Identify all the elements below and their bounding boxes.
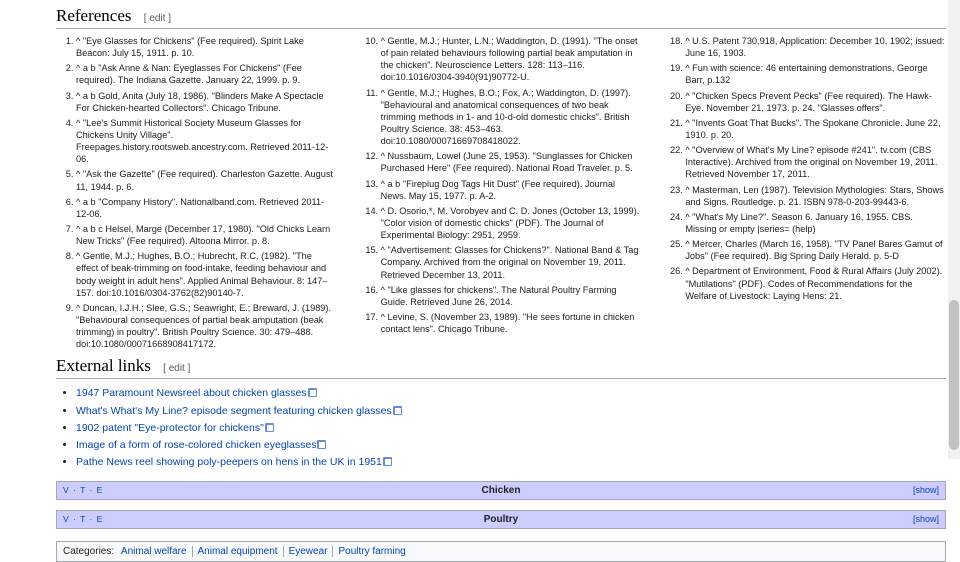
- category-item: [332, 546, 410, 557]
- external-link-item: [76, 403, 946, 419]
- references-heading: [56, 6, 946, 29]
- reference-item: 7. ^ a b c Helsel, Marge (December 17, 1980). "Old Chicks Learn New Tricks" (Fee required). Altoona Mirror. p. 8.: [76, 223, 337, 247]
- reference-item: 15. ^ "Advertisement: Glasses for Chickens?". National Band & Tag Company. Archived from the original on November 19, 2011. Retrieved December 13, 2011.: [381, 244, 642, 280]
- navbox-vte-links[interactable]: V · T · E: [63, 485, 104, 496]
- category-link[interactable]: Animal equipment: [197, 545, 278, 557]
- reference-item: 18. ^ U.S. Patent 730,918, Application: December 10, 1902; issued: June 16, 1903.: [685, 35, 946, 59]
- categories-label: Categories:: [63, 545, 115, 557]
- reference-item: 26. ^ Department of Environment, Food & Rural Affairs (July 2002). "Mutilations" (PDF). Codes of Recommendations for the Welfare of Livestock: Laying Hens: 21.: [685, 265, 946, 301]
- external-link-item: [76, 385, 946, 401]
- reference-item: 1. ^ "Eye Glasses for Chickens" (Fee required). Spirit Lake Beacon: July 15, 1911. p. 10.: [76, 35, 337, 59]
- article-body: [0, 6, 960, 557]
- external-links-edit-link[interactable]: [ edit ]: [163, 363, 191, 375]
- navbox: [56, 510, 946, 529]
- reference-item: 4. ^ "Lee's Summit Historical Society Museum Glasses for Chickens Unity Village". Freepages.history.rootsweb.ancestry.com. Retrieved 2011-12-06.: [76, 117, 337, 166]
- navbox-header: [57, 511, 945, 528]
- category-item: [117, 546, 192, 557]
- categories-list: [117, 546, 411, 557]
- navbox-vte-links[interactable]: V · T · E: [63, 514, 104, 525]
- reference-item: 13. ^ a b "Fireplug Dog Tags Hit Dust" (Fee required). Journal News. May 15, 1977. p. A-2.: [381, 178, 642, 202]
- navbox-header: [57, 482, 945, 499]
- references-list: [56, 35, 946, 350]
- scrollbar-thumb[interactable]: [949, 300, 959, 450]
- navbox-show-toggle[interactable]: [show]: [912, 485, 939, 496]
- external-link[interactable]: 1902 patent "Eye-protector for chickens": [76, 422, 274, 434]
- external-link-item: [76, 437, 946, 453]
- navbox-show-toggle[interactable]: [show]: [912, 514, 939, 525]
- external-link[interactable]: Image of a form of rose-colored chicken eyeglasses: [76, 439, 326, 451]
- external-links-heading-text: External links: [56, 356, 151, 376]
- external-link[interactable]: What's What's My Line? episode segment featuring chicken glasses: [76, 405, 402, 417]
- reference-item: 12. ^ Nussbaum, Lowel (June 25, 1953). "Sunglasses for Chicken Purchased Here" (Fee required). National Road Traveler. p. 5.: [381, 150, 642, 174]
- category-link[interactable]: Animal welfare: [120, 545, 187, 557]
- reference-item: 21. ^ "Invents Goat That Bucks". The Spokane Chronicle. June 22, 1910. p. 20.: [685, 117, 946, 141]
- navbox-title: Poultry: [483, 513, 519, 525]
- reference-item: 16. ^ "Like glasses for chickens". The Natural Poultry Farming Guide. Retrieved June 26, 2014.: [381, 284, 642, 308]
- reference-item: 17. ^ Levine, S. (November 23, 1989). "He sees fortune in chicken contact lens". Chicago Tribune.: [381, 311, 642, 335]
- references-heading-text: References: [56, 6, 132, 25]
- category-links: [56, 541, 946, 562]
- reference-item: 11. ^ Gentle, M.J.; Hughes, B.O.; Fox, A.; Waddington, D. (1997). "Behavioural and anatomical consequences of two beak trimming methods in 1- and 10-d-old domestic chicks". British Poultry Science. 38: 453–463. doi:10.1080/00071669708418022.: [381, 87, 642, 148]
- reference-item: 5. ^ "Ask the Gazette" (Fee required). Charleston Gazette. August 11, 1944. p. 6.: [76, 168, 337, 192]
- reference-item: 9. ^ Duncan, I.J.H.; Slee, G.S.; Seawright, E.; Breward, J. (1989). "Behavioural consequences of partial beak amputation (beak trimming) in poultry". British Poultry Science. 30: 479–488. doi:10.1080/00071668908417172.: [76, 302, 337, 351]
- reference-item: 23. ^ Masterman, Len (1987). Television Mythologies: Stars, Shows and Signs. Routledge. p. 21. ISBN 978-0-203-99443-6.: [685, 184, 946, 208]
- external-link-item: [76, 420, 946, 436]
- reference-item: 2. ^ a b "Ask Anne & Nan: Eyeglasses For Chickens" (Fee required). The Indiana Gazette. January 22, 1999. p. 9.: [76, 62, 337, 86]
- reference-item: 24. ^ "What's My Line?". Season 6. January 16, 1955. CBS. Missing or empty |series= (help): [685, 211, 946, 235]
- category-link[interactable]: Eyewear: [288, 545, 328, 557]
- reference-item: 14. ^ D. Osorio,*, M. Vorobyev and C. D. Jones (October 13, 1999). "Color vision of domestic chicks" (PDF). The Journal of Experimental Biology: 2951, 2959.: [381, 205, 642, 241]
- external-link[interactable]: Pathe News reel showing poly-peepers on hens in the UK in 1951: [76, 456, 392, 468]
- reference-item: 3. ^ a b Gold, Anita (July 18, 1986). "Blinders Make A Spectacle For Chicken-hearted Collectors". Chicago Tribune.: [76, 90, 337, 114]
- external-links-list: [56, 385, 946, 470]
- reference-item: 8. ^ Gentle, M.J.; Hughes, B.O.; Hubrecht, R.C. (1982). "The effect of beak-trimming on food-intake, feeding behaviour and body weight in adult hens". Applied Animal Behaviour. 8: 147–157. doi:10.1016/0304-3762(82)90140-7.: [76, 250, 337, 299]
- reference-item: 22. ^ "Overview of What's My Line? episode #241". tv.com (CBS Interactive). Archived from the original on November 19, 2011. Retrieved November 17, 2011.: [685, 144, 946, 180]
- category-item: [283, 546, 333, 557]
- navbox: [56, 481, 946, 500]
- reference-item: 10. ^ Gentle, M.J.; Hunter, L.N.; Waddington, D. (1991). "The onset of pain related behaviours following partial beak amputation in the chicken". Neuroscience Letters. 128: 113–116. doi:10.1016/0304-3940(91)90772-U.: [381, 35, 642, 84]
- reference-item: 25. ^ Mercer, Charles (March 16, 1958). "TV Panel Bares Gamut of Jobs" (Fee required). Big Spring Daily Herald. p. 5-D: [685, 238, 946, 262]
- reference-item: 19. ^ Fun with science: 46 entertaining demonstrations, George Barr, p.132: [685, 62, 946, 86]
- external-link[interactable]: 1947 Paramount Newsreel about chicken glasses: [76, 387, 317, 399]
- external-link-item: [76, 454, 946, 470]
- reference-item: 20. ^ "Chicken Specs Prevent Pecks" (Fee required). The Hawk-Eye. November 21, 1973. p. 24. "Glasses offers".: [685, 90, 946, 114]
- reference-item: 6. ^ a b "Company History". Nationalband.com. Retrieved 2011-12-06.: [76, 196, 337, 220]
- references-columns: [56, 35, 946, 350]
- category-item: [192, 546, 283, 557]
- external-links-heading: [56, 356, 946, 379]
- references-edit-link[interactable]: [ edit ]: [143, 13, 172, 24]
- navbox-title: Chicken: [481, 484, 521, 496]
- category-link[interactable]: Poultry farming: [338, 545, 406, 557]
- navbox-group: [56, 481, 946, 529]
- page-scrollbar[interactable]: [948, 0, 960, 459]
